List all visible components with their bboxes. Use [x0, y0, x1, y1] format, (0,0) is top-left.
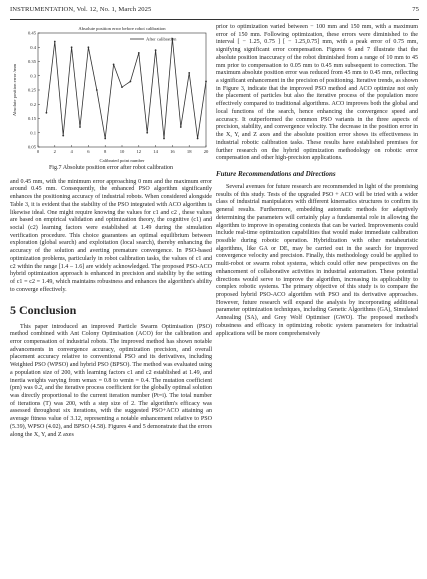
- right-column: [216, 24, 418, 338]
- x-tick-label: 2: [53, 149, 56, 154]
- x-tick-label: 4: [70, 149, 73, 154]
- error-line-chart: [10, 24, 212, 164]
- data-point: [71, 46, 73, 48]
- paragraph: Several avenues for future research are recommended in light of the promising results of this study. Tests of the upgraded PSO + ACO will be tried with a wider class of industrial manipulators with different kinematics structures to confirm its general results. Furthermore, embedding automatic methods for adaptively determining the parameters will certainly play a fundamental role in allowing the algorithm to improve in operating contexts that can be varied. Improvements could include real-time optimization capabilities that would make immediate calibration possible during robotic operation. Hybridization with other metaheuristic algorithms, like GA or DE, may be carried out in the search for improved convergence velocity and precision. Finally, this methodology could be applied to multi-robot or swarm robot systems, which could offer new perspectives on the enhancement of collaborative activities in industrial automation. These potential directions would serve to improve the algorithm, increasing its applicability to complex robotic systems. The primary objective of this study is to compare the proposed hybrid PSO-ACO algorithm with PSO and its derivative approaches. However, future research will expand the analysis by incorporating additional parameter optimization techniques, including Genetic Algorithms (GA), Simulated Annealing (SA), and Grey Wolf Optimiser (GWO). The proposed method's robustness and efficacy in optimizing robotic system parameters for industrial applications will be more comprehensively: [216, 183, 418, 337]
- x-tick-label: 12: [136, 149, 142, 154]
- data-point: [138, 52, 140, 54]
- series-line-after-calibration: [46, 36, 206, 139]
- y-tick-label: 0.15: [27, 116, 36, 122]
- page-number: 75: [412, 6, 419, 13]
- y-tick-label: 0.25: [27, 87, 36, 93]
- data-point: [130, 81, 132, 83]
- data-point: [155, 49, 157, 51]
- data-point: [96, 89, 98, 91]
- journal-name: INSTRUMENTATION, Vol. 12, No. 1, March 2025: [10, 6, 152, 13]
- data-point: [46, 112, 48, 114]
- data-point: [146, 132, 148, 134]
- data-point: [188, 72, 190, 74]
- subsection-heading: Future Recommendations and Directions: [216, 169, 336, 178]
- x-tick-label: 20: [203, 149, 209, 154]
- left-column: [10, 24, 212, 439]
- data-point: [104, 138, 106, 140]
- paragraph: This paper introduced an improved Particle Swarm Optimisation (PSO) method combined with Ant Colony Optimisation (ACO) for the calibration and error compensation of industrial robots. The improved method has shown notable advancements in convergence accuracy, optimization precision, and overall placement accuracy relative to conventional PSO and its derivatives, including Weighted PSO (WPSO) and hybrid PSO (BPSO). The method was evaluated using a population size of 200, with learning factors c1 and c2 established at 1.49, and inertia weights varying from wmax = 0.8 to wmin = 0.4. The mutation coefficient (pm) was 0.2, and the iterative process coefficient for the globally optimal solution was directly proportional to the current iteration number (Pt=i). The total number of iterations (T) was 200, with a step size of 2. The algorithm's efficacy was assessed throughout six iterations, with the suggested PSO+ACO attaining an average fitness value of 3.12, representing a notable enhancement relative to PSO (5.39), WPSO (4.02), and BPSO (4.58). Figures 4 and 5 demonstrate that the errors along the X, Y, and Z axes: [10, 323, 212, 438]
- data-point: [163, 138, 165, 140]
- data-point: [205, 81, 207, 83]
- header-rule: [10, 19, 419, 20]
- data-point: [88, 46, 90, 48]
- y-tick-label: 0.35: [27, 59, 36, 65]
- data-point: [54, 41, 56, 43]
- data-point: [197, 138, 199, 140]
- y-axis-label: Absolute position error /mm: [12, 63, 17, 117]
- paragraph: and 0.45 mm, with the minimum error approaching 0 mm and the maximum error around 0.45 mm. Consequently, the enhanced PSO algorithm significantly enhances the positioning accuracy of industrial robots. When considered alongside Table 3, it is evident that the stability of the PSO integrated with ACO algorithm is likewise ideal. One might require knowing the values for c1 and c2 , these values are based on empirical validation and optimization theory, the cognitive (c1) and social (c2) learning factors were established at 1.49 during the simulation verification procedure. This choice guarantees an optimal equilibrium between exploration (global search) and exploitation (local search), thereby enhancing the accuracy of the solution and averting premature convergence. In PSO-based optimization problems, particularly in robot calibration tasks, the values of c1 and c2 within the range [1.4 – 1.6] are widely acknowledged. The proposed PSO-ACO hybrid optimization approach is enhanced in precision and stability by the setting of c1 = c2 = 1.49, which maintains robustness and enhances the algorithm's ability to converge effectively.: [10, 178, 212, 293]
- data-point: [121, 86, 123, 88]
- x-tick-label: 16: [170, 149, 175, 154]
- legend-label: After calibration: [146, 36, 177, 42]
- x-axis-label: Calibrated point number: [99, 158, 145, 163]
- data-point: [180, 126, 182, 128]
- data-point: [62, 135, 64, 137]
- y-tick-label: 0.1: [30, 130, 36, 136]
- y-tick-label: 0.4: [30, 44, 36, 50]
- y-tick-label: 0.05: [27, 144, 36, 150]
- plot-frame: [38, 33, 206, 147]
- data-point: [113, 63, 115, 65]
- x-tick-label: 8: [104, 149, 107, 154]
- section-heading: 5 Conclusion: [10, 302, 77, 317]
- x-tick-label: 14: [153, 149, 158, 154]
- figure-caption: Fig.7 Absolute position error after robot calibration: [48, 165, 174, 171]
- x-tick-label: 6: [87, 149, 90, 154]
- data-point: [79, 126, 81, 128]
- x-tick-label: 18: [186, 149, 192, 154]
- x-tick-label: 10: [119, 149, 125, 154]
- chart-title: Absolute position error before robot calibration: [78, 26, 166, 31]
- y-tick-label: 0.2: [30, 101, 36, 107]
- figure-7: [10, 24, 212, 164]
- running-header: [10, 6, 419, 17]
- y-tick-label: 0.45: [27, 30, 36, 36]
- x-tick-label: 0: [36, 149, 40, 154]
- y-tick-label: 0.3: [30, 73, 36, 79]
- paragraph: prior to optimization varied between − 100 mm and 150 mm, with a maximum error of 150 mm. Following optimization, these errors were diminished to the interval [ − 1.25, 0.75 ] [ − 1.25,0.75] mm, with a peak error of 0.75 mm, signifying significant error compensation. Figures 6 and 7 illustrate that the absolute position inaccuracy of the robot diminished from a range of 10 mm to 45 mm prior to compensation to 0.05 mm to 0.45 mm subsequent to correction. The maximum absolute position error was reduced from 45 mm to 0.45 mm, reflecting a significant enhancement in the precision of positioning. Iterative trends, as shown in Figure 3, indicate that the improved PSO method and ACO optimize not only the placement of particles but also the iterative process of the population more effectively compared to traditional algorithms. ACO improves both the global and local functions of the search, hence enhancing the convergence speed and accuracy. It outperformed the common PSO variants in the three aspects of precision, stability, and convergence velocity. The decrease in the position error in the X, Y, and Z axes and the absolute position error shows its effectiveness in industrial robotic calibration tasks. These results have established premises for further research on the hybrid optimization methodology on robotic error compensation and other high-precision applications.: [216, 24, 419, 162]
